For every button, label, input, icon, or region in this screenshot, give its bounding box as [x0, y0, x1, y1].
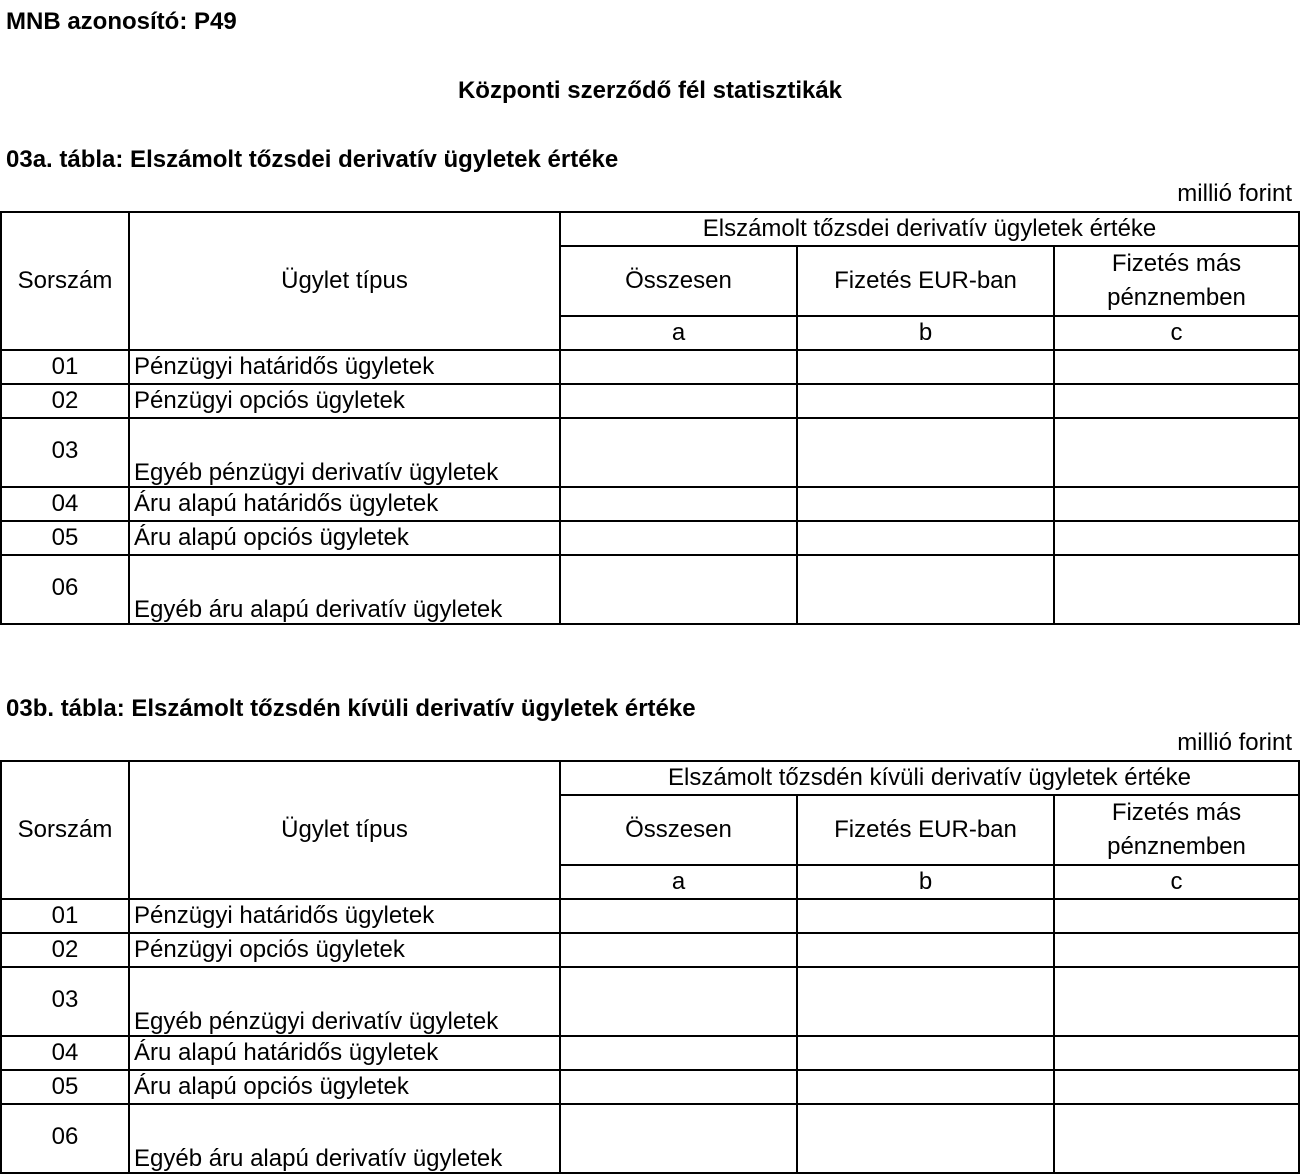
table-03b-title: 03b. tábla: Elszámolt tőzsdén kívüli derivatív ügyletek értéke: [6, 695, 696, 722]
row-number: 01: [1, 350, 129, 384]
header-letter-a: a: [560, 316, 797, 350]
table-row: [1, 899, 1299, 933]
cell-a[interactable]: [560, 418, 797, 487]
table-row: [1, 384, 1299, 418]
row-label: Egyéb áru alapú derivatív ügyletek: [129, 555, 560, 624]
table-03b: [0, 760, 1300, 1174]
cell-c[interactable]: [1054, 418, 1299, 487]
header-letter-b: b: [797, 316, 1054, 350]
row-label: Áru alapú határidős ügyletek: [129, 1036, 560, 1070]
cell-c[interactable]: [1054, 933, 1299, 967]
cell-a[interactable]: [560, 350, 797, 384]
cell-b[interactable]: [797, 967, 1054, 1036]
cell-c[interactable]: [1054, 350, 1299, 384]
row-label: Egyéb pénzügyi derivatív ügyletek: [129, 967, 560, 1036]
table-row: [1, 350, 1299, 384]
cell-a[interactable]: [560, 1070, 797, 1104]
table-row: [1, 1070, 1299, 1104]
header-rownum: Sorszám: [1, 212, 129, 350]
table-row: [1, 1036, 1299, 1070]
cell-b[interactable]: [797, 1036, 1054, 1070]
cell-b[interactable]: [797, 384, 1054, 418]
table-row: [1, 487, 1299, 521]
row-number: 04: [1, 487, 129, 521]
row-label: Áru alapú határidős ügyletek: [129, 487, 560, 521]
row-number: 05: [1, 1070, 129, 1104]
cell-b[interactable]: [797, 933, 1054, 967]
row-number: 03: [1, 967, 129, 1036]
cell-b[interactable]: [797, 1104, 1054, 1173]
header-group: Elszámolt tőzsdei derivatív ügyletek értéke: [560, 212, 1299, 246]
cell-b[interactable]: [797, 487, 1054, 521]
table-row: [1, 1104, 1299, 1173]
row-label: Pénzügyi opciós ügyletek: [129, 933, 560, 967]
cell-a[interactable]: [560, 521, 797, 555]
row-number: 06: [1, 555, 129, 624]
header-col-c: Fizetés más pénznemben: [1054, 246, 1299, 316]
header-col-b: Fizetés EUR-ban: [797, 795, 1054, 865]
table-row: [1, 521, 1299, 555]
table-03a-title: 03a. tábla: Elszámolt tőzsdei derivatív ügyletek értéke: [6, 146, 619, 173]
row-label: Pénzügyi opciós ügyletek: [129, 384, 560, 418]
table-row: [1, 967, 1299, 1036]
cell-c[interactable]: [1054, 555, 1299, 624]
cell-c[interactable]: [1054, 1104, 1299, 1173]
header-col-c: Fizetés más pénznemben: [1054, 795, 1299, 865]
cell-b[interactable]: [797, 899, 1054, 933]
cell-a[interactable]: [560, 1104, 797, 1173]
table-row: [1, 555, 1299, 624]
cell-c[interactable]: [1054, 967, 1299, 1036]
cell-b[interactable]: [797, 521, 1054, 555]
document-title: Központi szerződő fél statisztikák: [457, 77, 843, 104]
cell-c[interactable]: [1054, 1070, 1299, 1104]
table-03b-unit: millió forint: [1177, 729, 1292, 756]
cell-a[interactable]: [560, 487, 797, 521]
table-header-row: [1, 212, 1299, 246]
cell-b[interactable]: [797, 350, 1054, 384]
header-col-a: Összesen: [560, 246, 797, 316]
row-label: Pénzügyi határidős ügyletek: [129, 350, 560, 384]
row-number: 05: [1, 521, 129, 555]
cell-c[interactable]: [1054, 487, 1299, 521]
cell-a[interactable]: [560, 384, 797, 418]
table-03a-unit: millió forint: [1177, 180, 1292, 207]
cell-a[interactable]: [560, 555, 797, 624]
cell-b[interactable]: [797, 555, 1054, 624]
row-number: 03: [1, 418, 129, 487]
document-id: MNB azonosító: P49: [6, 8, 237, 35]
table-header-row: [1, 761, 1299, 795]
header-letter-c: c: [1054, 316, 1299, 350]
header-type: Ügylet típus: [129, 212, 560, 350]
cell-b[interactable]: [797, 418, 1054, 487]
header-letter-c: c: [1054, 865, 1299, 899]
row-label: Egyéb pénzügyi derivatív ügyletek: [129, 418, 560, 487]
cell-b[interactable]: [797, 1070, 1054, 1104]
header-rownum: Sorszám: [1, 761, 129, 899]
cell-c[interactable]: [1054, 1036, 1299, 1070]
cell-a[interactable]: [560, 967, 797, 1036]
row-number: 02: [1, 384, 129, 418]
cell-a[interactable]: [560, 1036, 797, 1070]
header-letter-b: b: [797, 865, 1054, 899]
row-label: Pénzügyi határidős ügyletek: [129, 899, 560, 933]
cell-c[interactable]: [1054, 521, 1299, 555]
header-col-a: Összesen: [560, 795, 797, 865]
row-number: 02: [1, 933, 129, 967]
cell-a[interactable]: [560, 899, 797, 933]
header-type: Ügylet típus: [129, 761, 560, 899]
row-label: Áru alapú opciós ügyletek: [129, 1070, 560, 1104]
cell-a[interactable]: [560, 933, 797, 967]
row-label: Egyéb áru alapú derivatív ügyletek: [129, 1104, 560, 1173]
table-03a: [0, 211, 1300, 625]
row-number: 04: [1, 1036, 129, 1070]
table-row: [1, 418, 1299, 487]
header-letter-a: a: [560, 865, 797, 899]
cell-c[interactable]: [1054, 899, 1299, 933]
cell-c[interactable]: [1054, 384, 1299, 418]
header-group: Elszámolt tőzsdén kívüli derivatív ügyletek értéke: [560, 761, 1299, 795]
row-number: 06: [1, 1104, 129, 1173]
header-col-b: Fizetés EUR-ban: [797, 246, 1054, 316]
table-row: [1, 933, 1299, 967]
row-label: Áru alapú opciós ügyletek: [129, 521, 560, 555]
row-number: 01: [1, 899, 129, 933]
